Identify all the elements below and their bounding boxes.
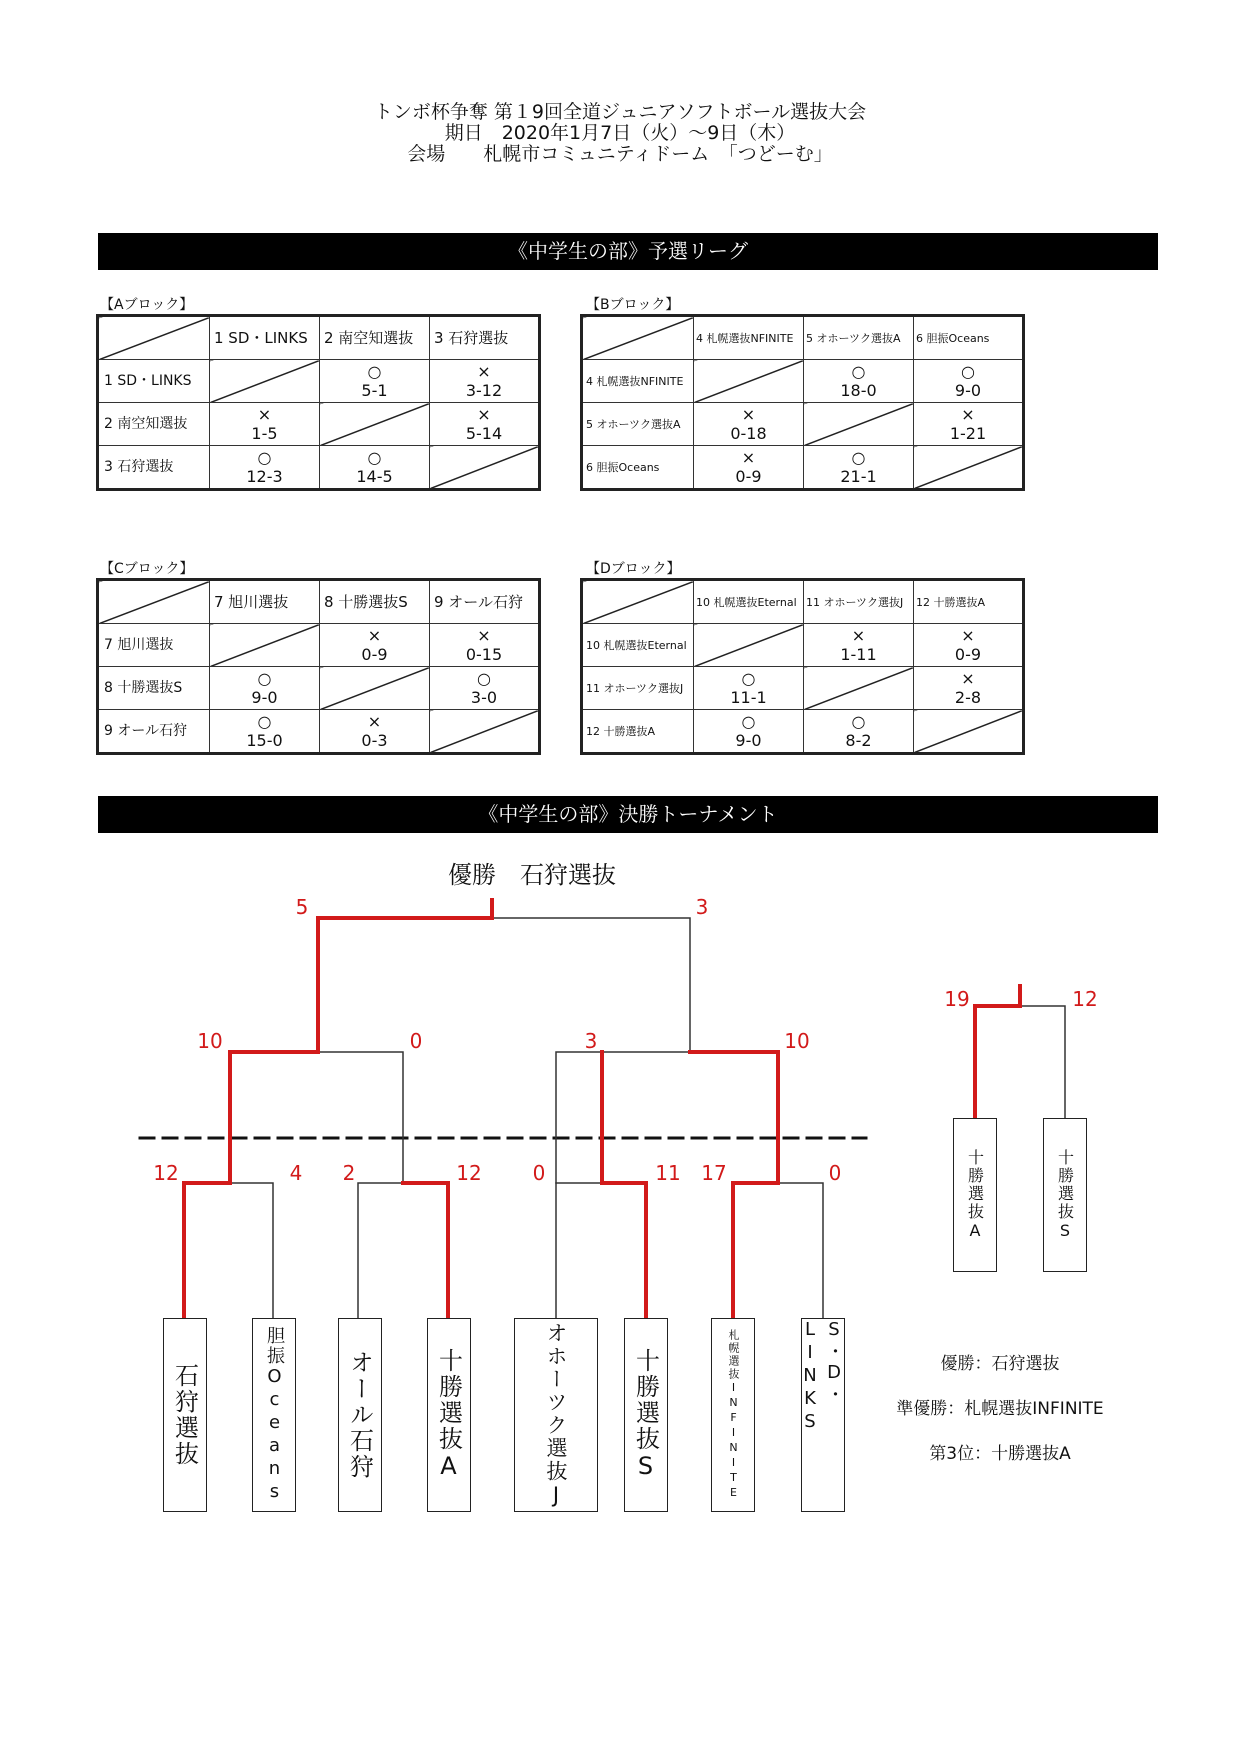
- column-header: 4 札幌選抜NFINITE: [694, 316, 804, 360]
- match-score: 5-14: [465, 424, 503, 443]
- match-score: 9-0: [954, 381, 982, 400]
- third-place-score: 12: [1072, 987, 1098, 1011]
- column-header: 7 旭川選抜: [210, 580, 320, 624]
- bracket-line: [184, 900, 492, 1318]
- match-mark: ×: [961, 405, 975, 424]
- event-date: 期日 2020年1月7日（火）～9日（木）: [444, 122, 796, 144]
- block-a-label: 【Aブロック】: [100, 297, 194, 313]
- row-header: 7 旭川選抜: [98, 624, 210, 667]
- match-mark: ×: [477, 626, 491, 645]
- row-header: 5 オホーツク選抜A: [582, 403, 694, 446]
- semi-score: 10: [784, 1029, 810, 1053]
- row-header: 1 SD・LINKS: [98, 360, 210, 403]
- match-score: 9-0: [735, 731, 762, 750]
- match-score: 14-5: [356, 467, 393, 486]
- column-header: 2 南空知選抜: [320, 316, 430, 360]
- result-runner-up: 準優勝：札幌選抜INFINITE: [896, 1399, 1104, 1419]
- bracket-line: [358, 1183, 403, 1318]
- column-header: 11 オホーツク選抜J: [804, 580, 914, 624]
- column-header: 9 オール石狩: [430, 580, 540, 624]
- semi-score: 3: [584, 1029, 598, 1053]
- row-header: 11 オホーツク選抜J: [582, 667, 694, 710]
- final-score-right: 3: [695, 895, 709, 919]
- match-score: 2-8: [954, 688, 982, 707]
- quarter-score: 12: [153, 1161, 179, 1185]
- match-mark: ○: [367, 448, 382, 467]
- row-header: 6 胆振Oceans: [582, 446, 694, 490]
- match-score: 5-1: [361, 381, 388, 400]
- team-box: S・D・LINKS: [801, 1318, 845, 1512]
- match-mark: ○: [851, 712, 866, 731]
- match-score: 0-9: [735, 467, 762, 486]
- match-mark: ○: [741, 712, 756, 731]
- team-box: 十勝選抜A: [427, 1318, 471, 1512]
- quarter-score: 12: [456, 1161, 482, 1185]
- bracket-line: [556, 1183, 602, 1318]
- bracket-line: [690, 1052, 778, 1318]
- event-venue: 会場 札幌市コミュニティドーム 「つどーむ」: [407, 143, 833, 165]
- match-mark: ○: [851, 448, 866, 467]
- bracket-line: [1020, 1006, 1065, 1118]
- match-mark: ×: [477, 405, 491, 424]
- tournament-section-bar: 《中学生の部》決勝トーナメント: [98, 796, 1158, 833]
- league-section-bar: 《中学生の部》予選リーグ: [98, 233, 1158, 270]
- team-box: 胆振Oceans: [252, 1318, 296, 1512]
- event-title: トンボ杯争奪 第１9回全道ジュニアソフトボール選抜大会: [373, 101, 867, 123]
- quarter-score: 17: [701, 1161, 727, 1185]
- block-c-label: 【Cブロック】: [100, 561, 194, 577]
- column-header: 3 石狩選抜: [430, 316, 540, 360]
- match-mark: ○: [961, 362, 975, 381]
- match-mark: ○: [257, 448, 272, 467]
- row-header: 3 石狩選抜: [98, 446, 210, 490]
- block-b-label: 【Bブロック】: [586, 297, 680, 313]
- match-score: 21-1: [840, 467, 877, 486]
- match-score: 15-0: [246, 731, 283, 750]
- third-place-team-box: 十勝選抜S: [1043, 1118, 1087, 1272]
- match-mark: ×: [741, 405, 756, 424]
- bracket-line: [778, 1183, 823, 1318]
- match-score: 18-0: [840, 381, 877, 400]
- semi-score: 0: [409, 1029, 423, 1053]
- match-mark: ×: [961, 626, 975, 645]
- bracket-line: [403, 1183, 448, 1318]
- match-mark: ○: [851, 362, 866, 381]
- team-box: 石狩選抜: [163, 1318, 207, 1512]
- match-score: 0-9: [361, 645, 388, 664]
- row-header: 9 オール石狩: [98, 710, 210, 754]
- match-mark: ×: [851, 626, 866, 645]
- team-box: オホーツク選抜J: [514, 1318, 598, 1512]
- third-place-team-box: 十勝選抜A: [953, 1118, 997, 1272]
- bracket-line: [975, 986, 1020, 1118]
- row-header: 12 十勝選抜A: [582, 710, 694, 754]
- match-score: 0-9: [954, 645, 982, 664]
- block-d-label: 【Dブロック】: [586, 561, 681, 577]
- team-box: オール石狩: [338, 1318, 382, 1512]
- row-header: 4 札幌選抜NFINITE: [582, 360, 694, 403]
- match-mark: ○: [741, 669, 756, 688]
- match-score: 1-5: [251, 424, 278, 443]
- match-mark: ×: [257, 405, 272, 424]
- row-header: 2 南空知選抜: [98, 403, 210, 446]
- champion-label: 優勝 石狩選抜: [448, 861, 616, 889]
- match-mark: ×: [367, 712, 382, 731]
- column-header: 5 オホーツク選抜A: [804, 316, 914, 360]
- match-score: 1-11: [840, 645, 877, 664]
- match-mark: ○: [257, 669, 272, 688]
- match-score: 11-1: [730, 688, 767, 707]
- match-score: 0-15: [465, 645, 503, 664]
- quarter-score: 0: [532, 1161, 546, 1185]
- quarter-score: 11: [655, 1161, 681, 1185]
- team-box: 十勝選抜S: [624, 1318, 668, 1512]
- column-header: 12 十勝選抜A: [914, 580, 1024, 624]
- row-header: 8 十勝選抜S: [98, 667, 210, 710]
- match-mark: ○: [257, 712, 272, 731]
- bracket-line: [602, 1052, 646, 1318]
- match-mark: ×: [477, 362, 491, 381]
- match-score: 9-0: [251, 688, 278, 707]
- quarter-score: 2: [342, 1161, 356, 1185]
- quarter-score: 4: [289, 1161, 303, 1185]
- final-score-left: 5: [295, 895, 309, 919]
- match-mark: ×: [741, 448, 756, 467]
- match-score: 12-3: [246, 467, 283, 486]
- match-mark: ×: [367, 626, 382, 645]
- match-score: 3-12: [465, 381, 503, 400]
- column-header: 10 札幌選抜Eternal: [694, 580, 804, 624]
- column-header: 6 胆振Oceans: [914, 316, 1024, 360]
- row-header: 10 札幌選抜Eternal: [582, 624, 694, 667]
- third-place-score: 19: [944, 987, 970, 1011]
- bracket-line: [230, 1183, 273, 1318]
- column-header: 8 十勝選抜S: [320, 580, 430, 624]
- match-score: 0-18: [730, 424, 767, 443]
- semi-score: 10: [197, 1029, 223, 1053]
- match-score: 1-21: [949, 424, 987, 443]
- match-score: 0-3: [361, 731, 388, 750]
- bracket-line: [318, 1052, 403, 1183]
- column-header: 1 SD・LINKS: [210, 316, 320, 360]
- match-score: 8-2: [845, 731, 872, 750]
- result-third: 第3位：十勝選抜A: [929, 1444, 1071, 1464]
- team-box: 札幌選抜INFINITE: [711, 1318, 755, 1512]
- match-score: 3-0: [470, 688, 498, 707]
- match-mark: ○: [367, 362, 382, 381]
- match-mark: ○: [477, 669, 491, 688]
- result-winner: 優勝：石狩選抜: [940, 1354, 1060, 1374]
- quarter-score: 0: [828, 1161, 842, 1185]
- match-mark: ×: [961, 669, 975, 688]
